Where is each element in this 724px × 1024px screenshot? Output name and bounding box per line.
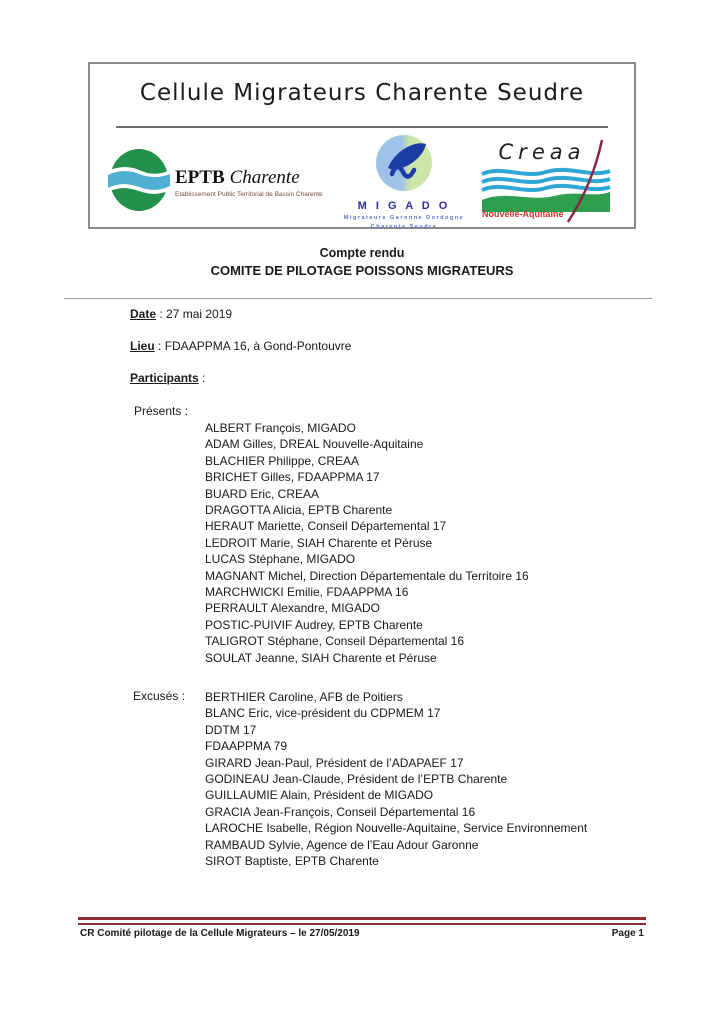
lieu-line	[130, 339, 351, 353]
eptb-name	[175, 167, 300, 188]
lieu-separator: :	[154, 339, 165, 353]
horizontal-rule	[64, 298, 652, 299]
participant-line: BRICHET Gilles, FDAAPPMA 17	[205, 470, 380, 485]
migado-wordmark: M I G A D O	[357, 200, 451, 212]
eptb-text-block	[175, 167, 323, 198]
participant-line: SOULAT Jeanne, SIAH Charente et Péruse	[205, 650, 437, 665]
presents-label-text: Présents	[134, 404, 182, 418]
header-box	[88, 62, 636, 229]
participant-line: RAMBAUD Sylvie, Agence de l’Eau Adour Garonne	[205, 837, 479, 852]
excuses-label	[133, 689, 185, 703]
migado-fish-icon	[372, 134, 436, 197]
participant-line: ADAM Gilles, DREAL Nouvelle-Aquitaine	[205, 437, 424, 452]
eptb-charente-logo	[108, 147, 330, 218]
participant-line: GIRARD Jean-Paul, Président de l’ADAPAEF 17	[205, 755, 464, 770]
eptb-globe-icon	[108, 147, 170, 218]
eptb-subtitle: Etablissement Public Territorial de Bassin Charente	[175, 190, 323, 198]
participant-line: POSTIC-PUIVIF Audrey, EPTB Charente	[205, 617, 423, 632]
lieu-label: Lieu	[130, 339, 155, 353]
doc-title: COMITE DE PILOTAGE POISSONS MIGRATEURS	[210, 263, 514, 278]
participants-label: Participants	[130, 371, 199, 385]
participant-line: GODINEAU Jean-Claude, Président de l’EPTB Charente	[205, 772, 508, 787]
participant-line: MAGNANT Michel, Direction Départementale du Territoire 16	[205, 568, 529, 583]
footer-left-text: CR Comité pilotage de la Cellule Migrateurs – le 27/05/2019	[80, 928, 360, 939]
participant-line: TALIGROT Stéphane, Conseil Départemental 16	[205, 634, 465, 649]
participant-line: SIROT Baptiste, EPTB Charente	[205, 854, 379, 869]
excuses-label-text: Excusés	[133, 689, 179, 703]
participant-line: BLANC Eric, vice-président du CDPMEM 17	[205, 706, 441, 721]
meta-block	[130, 307, 351, 403]
participant-line: HERAUT Mariette, Conseil Départemental 17	[205, 519, 447, 534]
participant-line: GRACIA Jean-François, Conseil Départemental 16	[205, 804, 476, 819]
excuses-separator: :	[178, 689, 186, 703]
participants-separator: :	[198, 371, 206, 385]
migado-logo	[334, 134, 474, 230]
header-divider	[116, 126, 608, 128]
date-separator: :	[156, 307, 167, 321]
participant-line: GUILLAUMIE Alain, Président de MIGADO	[205, 788, 434, 803]
header-title: Cellule Migrateurs Charente Seudre	[139, 80, 585, 106]
presents-list	[205, 420, 529, 666]
date-line	[130, 307, 351, 321]
presents-label	[134, 404, 188, 418]
footer-rule-thin	[78, 923, 646, 925]
participant-line: LEDROIT Marie, SIAH Charente et Péruse	[205, 535, 433, 550]
document-title-block	[0, 246, 724, 278]
participants-line	[130, 371, 351, 385]
doc-subtitle: Compte rendu	[319, 246, 405, 260]
excuses-list	[205, 689, 587, 869]
footer-page-number: Page 1	[611, 928, 644, 939]
participant-line: FDAAPPMA 79	[205, 739, 288, 754]
participant-line: MARCHWICKI Emilie, FDAAPPMA 16	[205, 585, 409, 600]
logos-row	[108, 138, 616, 230]
participant-line: BERTHIER Caroline, AFB de Poitiers	[205, 690, 403, 704]
creaa-subtitle: Nouvelle-Aquitaine	[482, 209, 564, 219]
participant-line: DDTM 17	[205, 722, 257, 737]
migado-subtitle-1: Migrateurs Garonne Dordogne	[343, 215, 465, 221]
participant-line: DRAGOTTA Alicia, EPTB Charente	[205, 503, 393, 518]
date-value: 27 mai 2019	[166, 307, 233, 321]
creaa-logo	[478, 138, 616, 226]
creaa-wordmark: Creaa	[498, 140, 586, 164]
eptb-word: Charente	[229, 166, 300, 188]
migado-subtitle-2: Charente Seudre	[370, 224, 438, 230]
participant-line: PERRAULT Alexandre, MIGADO	[205, 601, 380, 616]
participant-line: BUARD Eric, CREAA	[205, 486, 320, 501]
presents-separator: :	[181, 404, 189, 418]
participant-line: LAROCHE Isabelle, Région Nouvelle-Aquitaine, Service Environnement	[205, 821, 588, 836]
footer-rule-thick	[78, 917, 646, 920]
footer	[80, 928, 644, 939]
participant-line: ALBERT François, MIGADO	[205, 421, 356, 435]
lieu-value: FDAAPPMA 16, à Gond-Pontouvre	[164, 339, 352, 353]
participant-line: LUCAS Stéphane, MIGADO	[205, 552, 356, 567]
eptb-acronym: EPTB	[175, 166, 225, 188]
participant-line: BLACHIER Philippe, CREAA	[205, 453, 360, 468]
date-label: Date	[130, 307, 157, 321]
